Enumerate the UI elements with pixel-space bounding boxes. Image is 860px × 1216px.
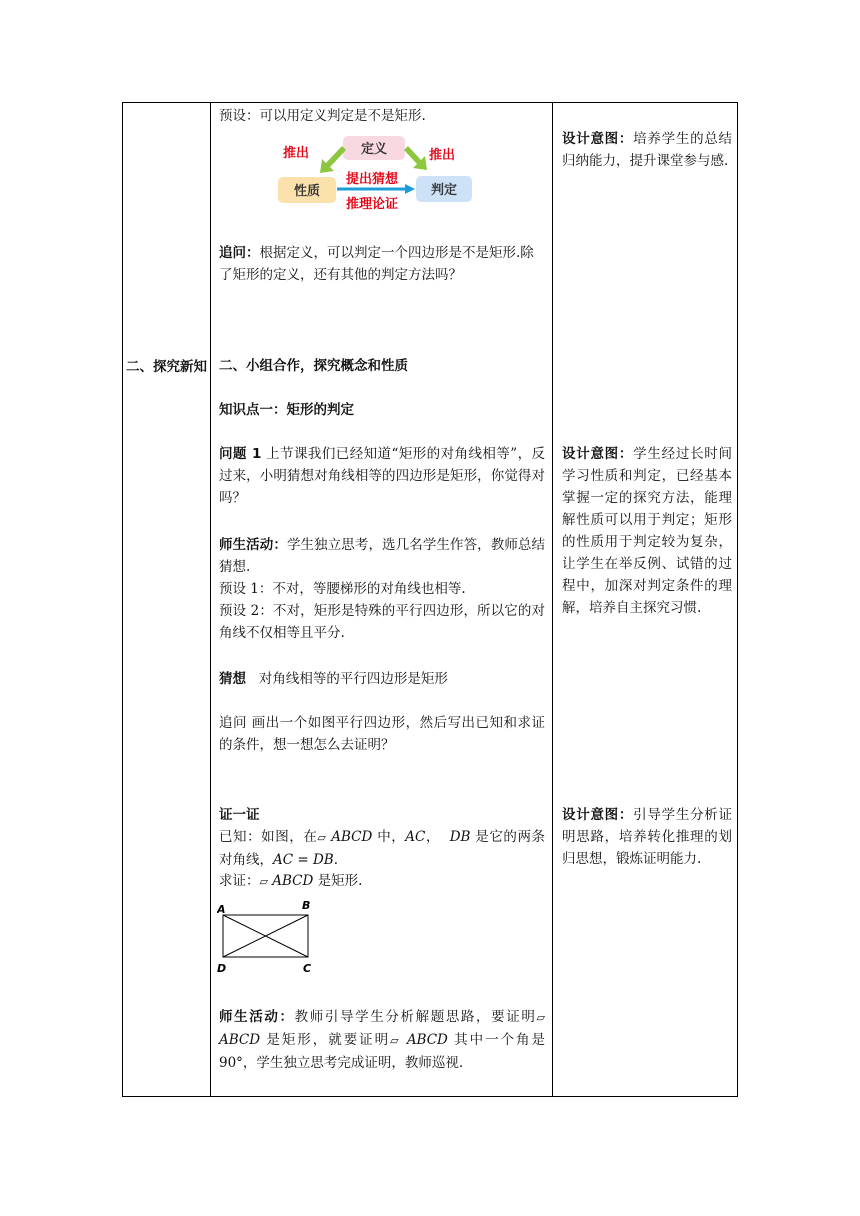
derive-right-label: 推出 <box>428 148 456 163</box>
ac-label: AC <box>405 829 426 845</box>
proof-prove-prefix: 求证： <box>219 873 260 889</box>
problem-1-text: 上节课我们已经知道“矩形的对角线相等”，反过来，小明猜想对角线相等的四边形是矩形，你觉得对吗？ <box>219 446 546 506</box>
rectangle-figure <box>217 899 327 975</box>
design-intent-1: 设计意图：培养学生的总结归纳能力，提升课堂参与感. <box>562 131 733 169</box>
blue-arrow-head <box>405 184 415 194</box>
equality: AC = DB <box>273 852 334 868</box>
proof-prove <box>219 870 545 893</box>
activity-1-label: 师生活动 <box>219 537 274 553</box>
follow-question-2: 追问 画出一个如图平行四边形，然后写出已知和求证的条件，想一想怎么去证明？ <box>219 715 545 753</box>
definition-label: 定义 <box>360 142 388 157</box>
lesson-table <box>122 102 738 1097</box>
parallelogram-symbol: ▱ <box>390 1034 401 1047</box>
vertex-b: B <box>302 899 311 912</box>
problem-1 <box>219 443 545 509</box>
property-label: 性质 <box>293 184 321 199</box>
design-intent-label: 设计意图 <box>562 446 619 462</box>
vertex-c: C <box>303 962 312 975</box>
vertex-a: A <box>217 903 226 916</box>
preset-intro: 预设：可以用定义判定是不是矩形. <box>219 108 426 124</box>
concept-flow-diagram <box>276 133 496 213</box>
vertex-d: D <box>217 962 227 975</box>
parallelogram-symbol: ▱ <box>259 875 268 888</box>
guess <box>219 668 545 690</box>
design-intent-3: 设计意图：引导学生分析证明思路，培养转化推理的划归思想，锻炼证明能力. <box>562 807 733 867</box>
activity-2-text-1: 教师引导学生分析解题思路，要证明 <box>294 1009 537 1025</box>
proof-known-prefix: 已知：如图，在 <box>219 829 318 845</box>
judgment-label: 判定 <box>430 183 458 198</box>
proof-title: 证一证 <box>219 807 260 823</box>
activity-1-text: 学生独立思考，选几名学生作答，教师总结猜想. <box>219 537 546 575</box>
activity-2-label: 师生活动 <box>219 1009 280 1025</box>
content-column <box>211 103 552 1096</box>
section-heading: 二、小组合作，探究概念和性质 <box>219 358 408 374</box>
design-intent-label: 设计意图 <box>562 807 619 823</box>
proof-known: 已知：如图，在▱ ABCD 中，AC， DB 是它的两条对角线，AC = DB. <box>219 829 546 868</box>
design-intent-column <box>553 103 739 1096</box>
derive-left-label: 推出 <box>282 146 310 161</box>
proof-known-mid: 中， <box>377 829 406 845</box>
abcd-label: ABCD <box>406 1032 448 1048</box>
activity-2-text-3: 其中一个角是 90°，学生独立思考完成证明，教师巡视. <box>219 1032 546 1071</box>
problem-1-label: 问题 1 <box>219 446 262 462</box>
design-intent-3-text: 引导学生分析证明思路，培养转化推理的划归思想，锻炼证明能力. <box>562 807 733 867</box>
guess-label: 猜想 <box>219 671 246 687</box>
follow-question-text: 根据定义，可以判定一个四边形是不是矩形.除了矩形的定义，还有其他的判定方法吗？ <box>219 245 534 283</box>
abcd-label: ABCD <box>219 1032 261 1048</box>
proof-known-tail: 是它的两条对角线， <box>219 829 546 868</box>
activity-2-text-2: 是矩形，就要证明 <box>266 1032 391 1048</box>
green-arrow-left <box>320 146 346 173</box>
parallelogram-symbol: ▱ <box>536 1011 546 1024</box>
knowledge-point-heading: 知识点一：矩形的判定 <box>219 402 354 418</box>
proof-prove-tail: 是矩形. <box>317 873 363 889</box>
activity-1: 师生活动：学生独立思考，选几名学生作答，教师总结猜想. <box>219 537 546 575</box>
stage-title: 二、探究新知 <box>126 359 207 375</box>
design-intent-1-text: 培养学生的总结归纳能力，提升课堂参与感. <box>562 131 733 169</box>
parallelogram-symbol: ▱ <box>317 831 327 844</box>
preset-1: 预设 1：不对，等腰梯形的对角线也相等. <box>219 581 466 597</box>
stage-column <box>123 103 210 1096</box>
propose-label: 提出猜想 <box>345 172 399 187</box>
preset-2: 预设 2：不对，矩形是特殊的平行四边形，所以它的对角线不仅相等且平分. <box>219 603 545 641</box>
follow-question-label: 追问 <box>219 245 246 261</box>
design-intent-2: 设计意图：学生经过长时间学习性质和判定，已经基本掌握一定的探究方法，能理解性质可以用于判定；矩形的性质用于判定较为复杂，让学生在举反例、试错的过程中，加深对判定条件的理解，培养自主探究习惯. <box>562 446 733 616</box>
reasoning-label: 推理论证 <box>345 197 399 212</box>
abcd-label: ABCD <box>331 829 373 845</box>
follow-question: 追问：根据定义，可以判定一个四边形是不是矩形.除了矩形的定义，还有其他的判定方法吗？ <box>219 245 534 283</box>
db-label: DB <box>449 829 471 845</box>
guess-text: 对角线相等的平行四边形是矩形 <box>258 671 448 687</box>
design-intent-label: 设计意图 <box>562 131 619 147</box>
green-arrow-right <box>404 146 427 170</box>
design-intent-2-text: 学生经过长时间学习性质和判定，已经基本掌握一定的探究方法，能理解性质可以用于判定；矩形的性质用于判定较为复杂，让学生在举反例、试错的过程中，加深对判定条件的理解，培养自主探究习惯. <box>562 446 733 616</box>
activity-2: 师生活动：教师引导学生分析解题思路，要证明▱ ABCD 是矩形，就要证明▱ ABCD 其中一个角是 90°，学生独立思考完成证明，教师巡视. <box>219 1009 546 1071</box>
abcd-label: ABCD <box>272 873 314 889</box>
